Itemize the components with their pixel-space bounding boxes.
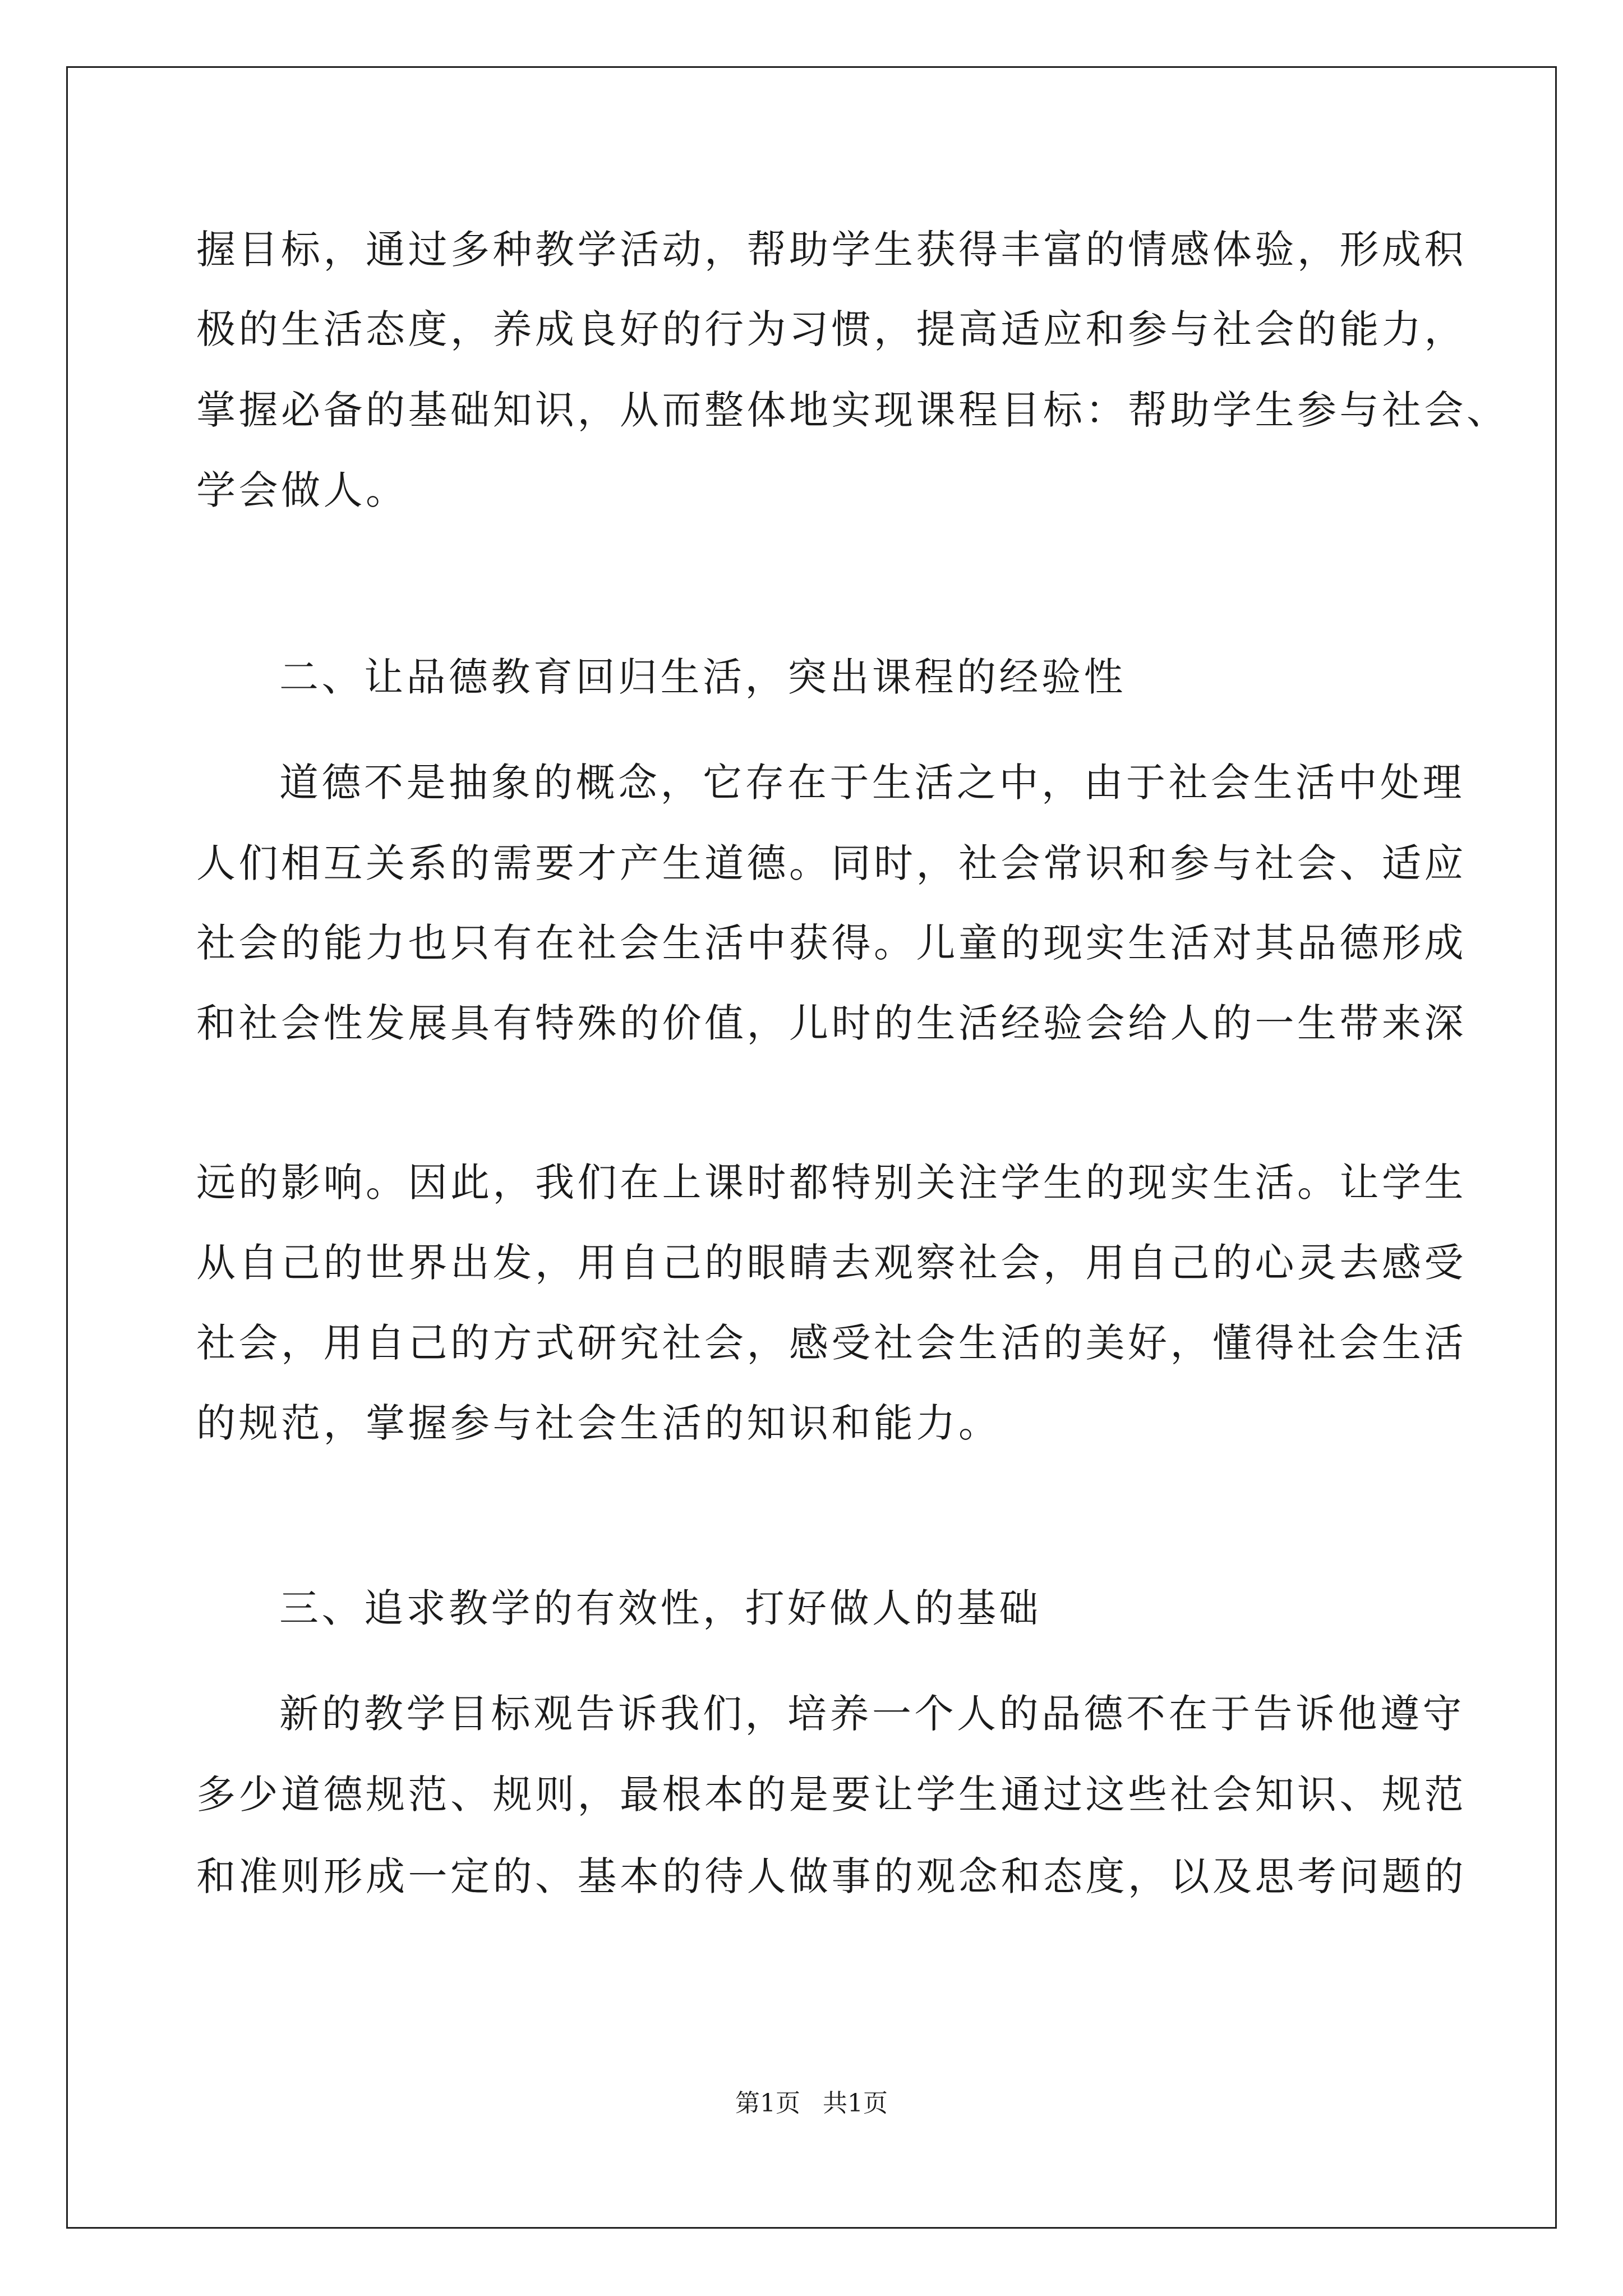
body-line: 人们相互关系的需要才产生道德。同时，社会常识和参与社会、适应 bbox=[196, 840, 1467, 886]
page-footer bbox=[0, 2087, 1623, 2120]
page-total: 共1页 bbox=[823, 2089, 888, 2118]
body-line: 新的教学目标观告诉我们，培养一个人的品德不在于告诉他遵守 bbox=[279, 1691, 1465, 1737]
body-line: 远的影响。因此，我们在上课时都特别关注学生的现实生活。让学生 bbox=[196, 1159, 1467, 1205]
body-line: 的规范，掌握参与社会生活的知识和能力。 bbox=[196, 1400, 1001, 1446]
body-line: 学会做人。 bbox=[196, 467, 408, 513]
body-line: 多少道德规范、规则，最根本的是要让学生通过这些社会知识、规范 bbox=[196, 1772, 1467, 1818]
body-line: 道德不是抽象的概念，它存在于生活之中，由于社会生活中处理 bbox=[279, 760, 1465, 806]
section-heading-2: 二、让品德教育回归生活，突出课程的经验性 bbox=[279, 654, 1126, 700]
section-heading-3: 三、追求教学的有效性，打好做人的基础 bbox=[279, 1585, 1041, 1631]
body-line: 握目标，通过多种教学活动，帮助学生获得丰富的情感体验，形成积 bbox=[196, 227, 1467, 273]
body-line: 和社会性发展具有特殊的价值，儿时的生活经验会给人的一生带来深 bbox=[196, 1000, 1467, 1046]
body-line: 和准则形成一定的、基本的待人做事的观念和态度，以及思考问题的 bbox=[196, 1853, 1467, 1899]
body-line: 极的生活态度，养成良好的行为习惯，提高适应和参与社会的能力， bbox=[196, 306, 1467, 352]
page-number: 第1页 bbox=[735, 2089, 800, 2118]
body-line: 掌握必备的基础知识，从而整体地实现课程目标：帮助学生参与社会、 bbox=[196, 387, 1509, 433]
body-line: 社会，用自己的方式研究社会，感受社会生活的美好，懂得社会生活 bbox=[196, 1320, 1467, 1366]
body-line: 从自己的世界出发，用自己的眼睛去观察社会，用自己的心灵去感受 bbox=[196, 1240, 1467, 1286]
body-line: 社会的能力也只有在社会生活中获得。儿童的现实生活对其品德形成 bbox=[196, 920, 1467, 966]
